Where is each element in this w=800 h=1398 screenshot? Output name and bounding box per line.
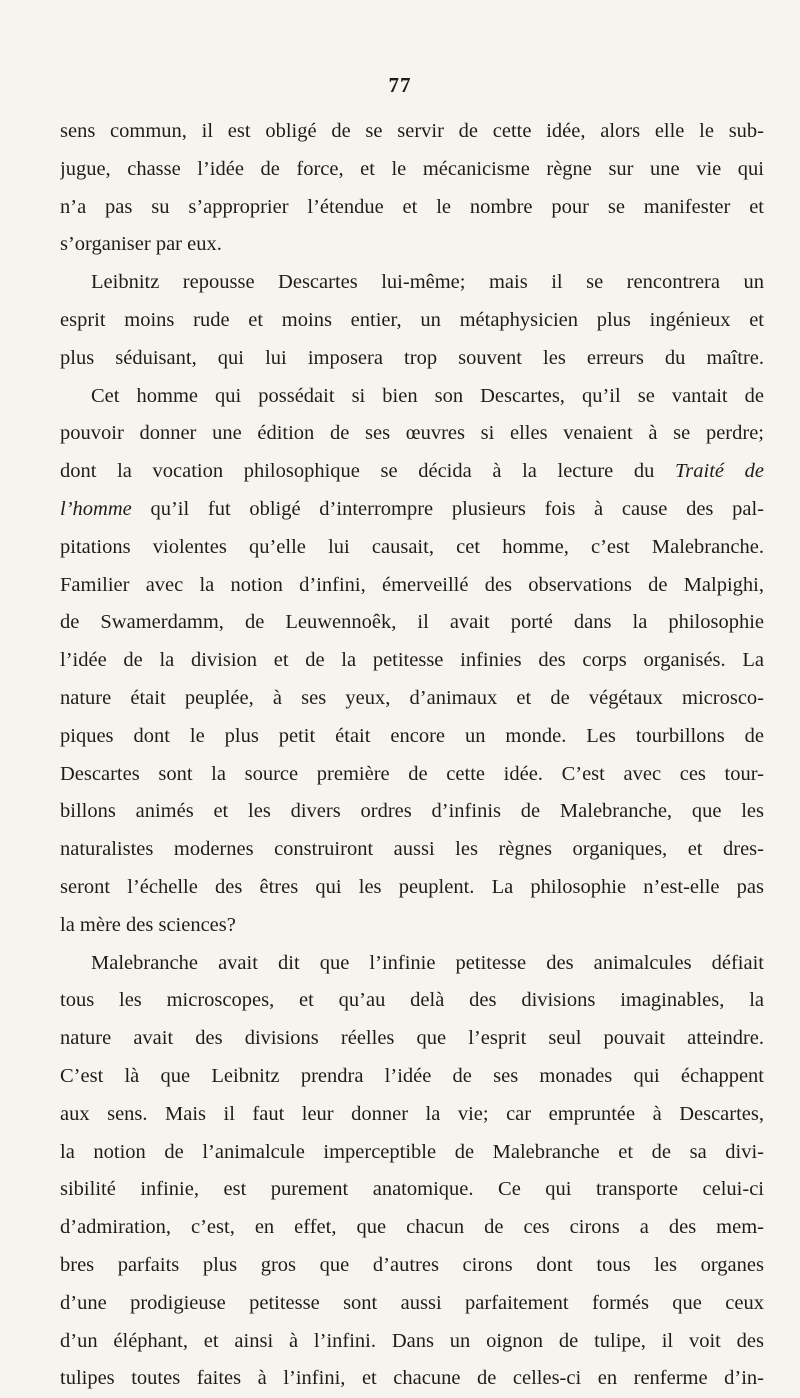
text-line: aux sens. Mais il faut leur donner la vie; car empruntée à Descartes, [60,1102,764,1125]
text-line: d’une prodigieuse petitesse sont aussi parfaitement formés que ceux [60,1291,764,1314]
book-title-italic: Traité de [675,460,764,483]
text-line: dont la vocation philosophique se décida à la lecture du Traité de [60,460,764,483]
text-line: Malebranche avait dit que l’infinie petitesse des animalcules défiait [91,951,764,974]
body-text [60,113,764,1398]
text-line: sibilité infinie, est purement anatomique. Ce qui transporte celui-ci [60,1178,764,1201]
text-line: de Swamerdamm, de Leuwennoêk, il avait porté dans la philosophie [60,611,764,634]
text-line: C’est là que Leibnitz prendra l’idée de ses monades qui échappent [60,1064,764,1087]
text-line: esprit moins rude et moins entier, un métaphysicien plus ingénieux et [60,308,764,331]
text-line: bres parfaits plus gros que d’autres cirons dont tous les organes [60,1253,764,1276]
text-line: Leibnitz repousse Descartes lui-même; mais il se rencontrera un [91,271,764,294]
text-line: billons animés et les divers ordres d’infinis de Malebranche, que les [60,800,764,823]
text-line: nature avait des divisions réelles que l’esprit seul pouvait atteindre. [60,1027,764,1050]
text-line: jugue, chasse l’idée de force, et le mécanicisme règne sur une vie qui [60,157,764,180]
text-line: l’idée de la division et de la petitesse infinies des corps organisés. La [60,649,764,672]
text-line: Familier avec la notion d’infini, émerveillé des observations de Malpighi, [60,573,764,596]
text-line: s’organiser par eux. [60,233,222,256]
text-line: pitations violentes qu’elle lui causait, cet homme, c’est Malebranche. [60,535,764,558]
text-line: Cet homme qui possédait si bien son Descartes, qu’il se vantait de [91,384,764,407]
book-title-italic: l’homme [60,497,132,520]
text-line: la notion de l’animalcule imperceptible de Malebranche et de sa divi- [60,1140,764,1163]
text-line: tulipes toutes faites à l’infini, et chacune de celles-ci en renferme d’in- [60,1367,764,1390]
text-line: sens commun, il est obligé de se servir de cette idée, alors elle le sub- [60,120,764,142]
text-line: seront l’échelle des êtres qui les peuplent. La philosophie n’est-elle pas [60,875,764,898]
text-line: piques dont le plus petit était encore un monde. Les tourbillons de [60,724,764,747]
text-line: plus séduisant, qui lui imposera trop souvent les erreurs du maître. [60,346,764,369]
text-line: la mère des sciences? [60,913,236,936]
text-line: pouvoir donner une édition de ses œuvres si elles venaient à se perdre; [60,422,764,445]
text-line: d’un éléphant, et ainsi à l’infini. Dans un oignon de tulipe, il voit des [60,1329,764,1352]
text-line: d’admiration, c’est, en effet, que chacun de ces cirons a des mem- [60,1216,764,1239]
text-line: l’homme qu’il fut obligé d’interrompre plusieurs fois à cause des pal- [60,497,764,520]
text-line: tous les microscopes, et qu’au delà des divisions imaginables, la [60,989,764,1012]
text-line: n’a pas su s’approprier l’étendue et le nombre pour se manifester et [60,195,764,218]
text-line: nature était peuplée, à ses yeux, d’animaux et de végétaux microsco- [60,686,764,709]
text-line: Descartes sont la source première de cette idée. C’est avec ces tour- [60,762,764,785]
text-line: naturalistes modernes construiront aussi les règnes organiques, et dres- [60,838,764,861]
page-number: 77 [388,73,412,97]
